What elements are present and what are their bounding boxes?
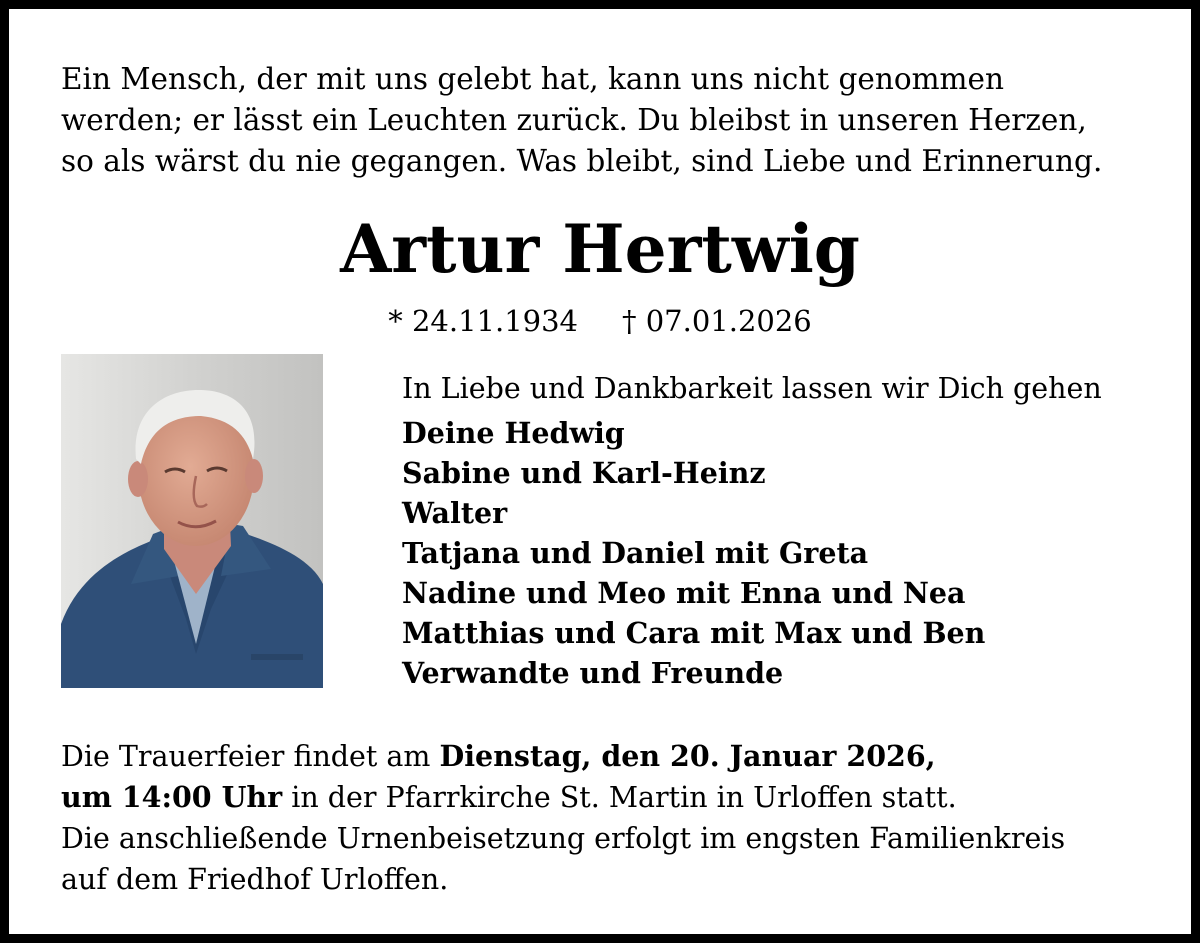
quote-line: werden; er lässt ein Leuchten zurück. Du bleibst in unseren Herzen, bbox=[61, 103, 1087, 137]
list-item: Deine Hedwig bbox=[402, 416, 625, 450]
portrait-photo bbox=[61, 354, 323, 688]
list-item: Tatjana und Daniel mit Greta bbox=[402, 536, 869, 570]
memorial-quote bbox=[61, 59, 1181, 182]
life-dates bbox=[9, 299, 1191, 343]
service-intro: Die Trauerfeier findet am bbox=[61, 740, 440, 773]
death-date: † 07.01.2026 bbox=[622, 304, 812, 338]
service-line bbox=[61, 736, 1181, 777]
list-item: Sabine und Karl-Heinz bbox=[402, 456, 766, 490]
list-item: Verwandte und Freunde bbox=[402, 656, 784, 690]
list-item: Matthias und Cara mit Max und Ben bbox=[402, 616, 986, 650]
quote-line: Ein Mensch, der mit uns gelebt hat, kann uns nicht genommen bbox=[61, 62, 1004, 96]
mourners-block bbox=[402, 369, 1182, 693]
birth-date: * 24.11.1934 bbox=[388, 304, 578, 338]
service-time: um 14:00 Uhr bbox=[61, 780, 283, 814]
cemetery-info: auf dem Friedhof Urloffen. bbox=[61, 863, 449, 896]
list-item: Nadine und Meo mit Enna und Nea bbox=[402, 576, 966, 610]
family-list bbox=[402, 413, 1182, 693]
funeral-service-info bbox=[61, 736, 1181, 900]
service-date: Dienstag, den 20. Januar 2026, bbox=[439, 739, 936, 773]
service-line bbox=[61, 777, 1181, 818]
deceased-name: Artur Hertwig bbox=[340, 210, 860, 288]
quote-line: so als wärst du nie gegangen. Was bleibt, sind Liebe und Erinnerung. bbox=[61, 144, 1103, 178]
farewell-intro: In Liebe und Dankbarkeit lassen wir Dich gehen bbox=[402, 372, 1102, 405]
list-item: Walter bbox=[402, 496, 508, 530]
service-location: in der Pfarrkirche St. Martin in Urloffen statt. bbox=[282, 781, 957, 814]
burial-info: Die anschließende Urnenbeisetzung erfolgt im engsten Familienkreis bbox=[61, 822, 1066, 855]
